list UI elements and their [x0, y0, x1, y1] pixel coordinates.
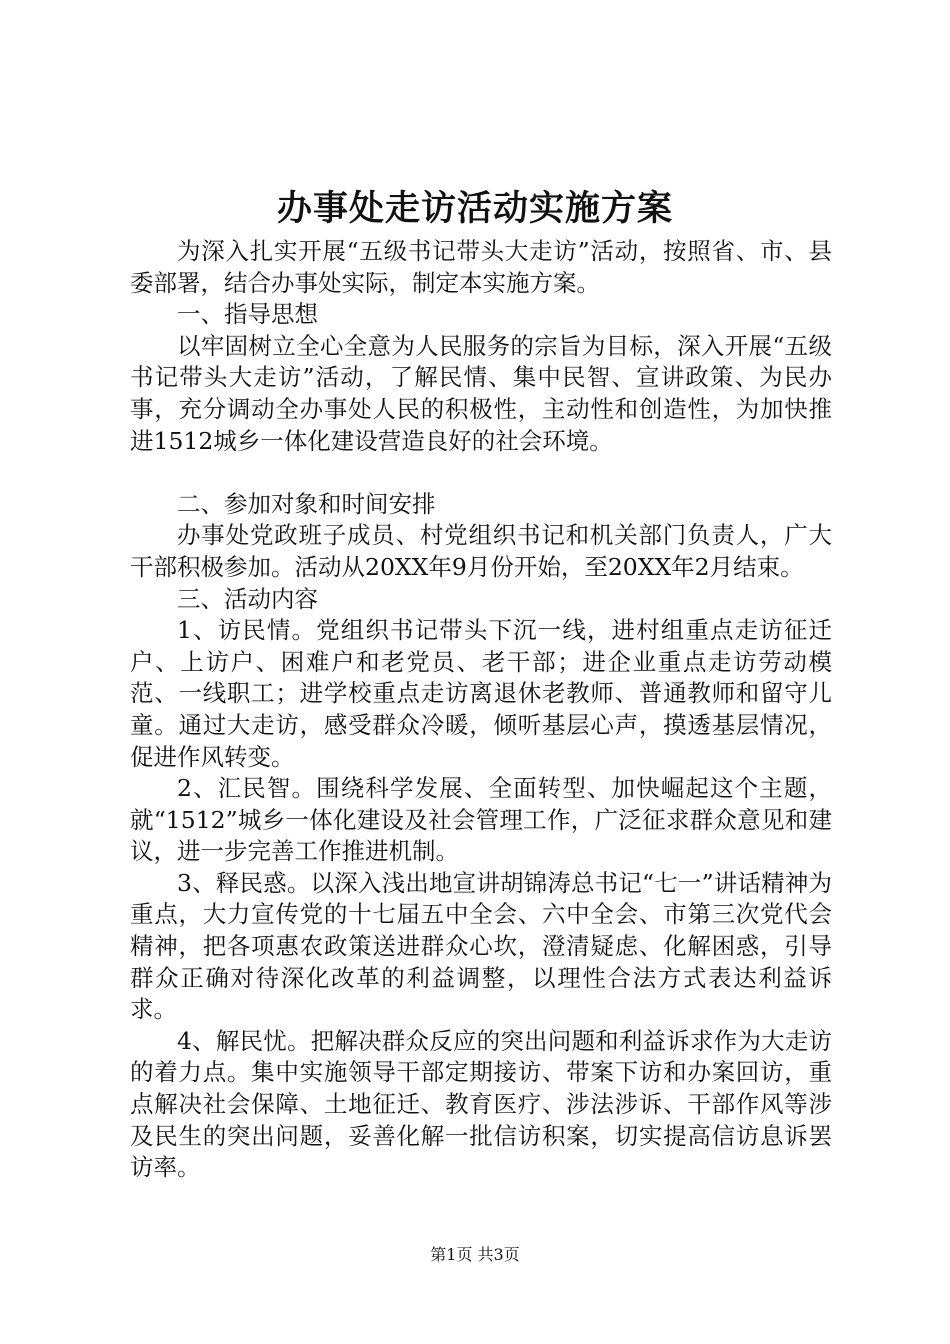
- activity-item-1: 1、访民情。党组织书记带头下沉一线，进村组重点走访征迁户、上访户、困难户和老党员、老干部；进企业重点走访劳动模范、一线职工；进学校重点走访离退休老教师、普通教师和留守儿童。通过大走访，感受群众冷暖，倾听基层心声，摸透基层情况，促进作风转变。: [130, 616, 832, 771]
- document-body: [130, 236, 832, 1184]
- intro-paragraph: 为深入扎实开展“五级书记带头大走访”活动，按照省、市、县委部署，结合办事处实际，制定本实施方案。: [130, 237, 832, 297]
- page-indicator: 第1页 共3页: [430, 1245, 520, 1264]
- paragraph-spacer: [130, 457, 832, 489]
- activity-item-3: 3、释民惑。以深入浅出地宣讲胡锦涛总书记“七一”讲话精神为重点，大力宣传党的十七届五中全会、六中全会、市第三次党代会精神，把各项惠农政策送进群众心坎，澄清疑虑、化解困惑，引导群众正确对待深化改革的利益调整，以理性合法方式表达利益诉求。: [130, 868, 832, 1024]
- document-title: 办事处走访活动实施方案: [276, 188, 673, 229]
- activity-item-2: 2、汇民智。围绕科学发展、全面转型、加快崛起这个主题，就“1512”城乡一体化建设及社会管理工作，广泛征求群众意见和建议，进一步完善工作推进机制。: [130, 774, 832, 866]
- activity-item-4: 4、解民忧。把解决群众反应的突出问题和利益诉求作为大走访的着力点。集中实施领导干部定期接访、带案下访和办案回访，重点解决社会保障、土地征迁、教育医疗、涉法涉诉、干部作风等涉及民生的突出问题，妥善化解一批信访积案，切实提高信访息诉罢访率。: [130, 1026, 832, 1182]
- guiding-ideology-paragraph: 以牢固树立全心全意为人民服务的宗旨为目标，深入开展“五级书记带头大走访”活动，了解民情、集中民智、宣讲政策、为民办事，充分调动全办事处人民的积极性，主动性和创造性，为加快推进1512城乡一体化建设营造良好的社会环境。: [130, 331, 832, 455]
- participants-paragraph: 办事处党政班子成员、村党组织书记和机关部门负责人，广大干部积极参加。活动从20XX年9月份开始，至20XX年2月结束。: [130, 521, 832, 581]
- section-heading-participants: 二、参加对象和时间安排: [177, 489, 436, 518]
- section-heading-guiding-ideology: 一、指导思想: [177, 300, 318, 329]
- section-heading-activities: 三、活动内容: [177, 584, 318, 613]
